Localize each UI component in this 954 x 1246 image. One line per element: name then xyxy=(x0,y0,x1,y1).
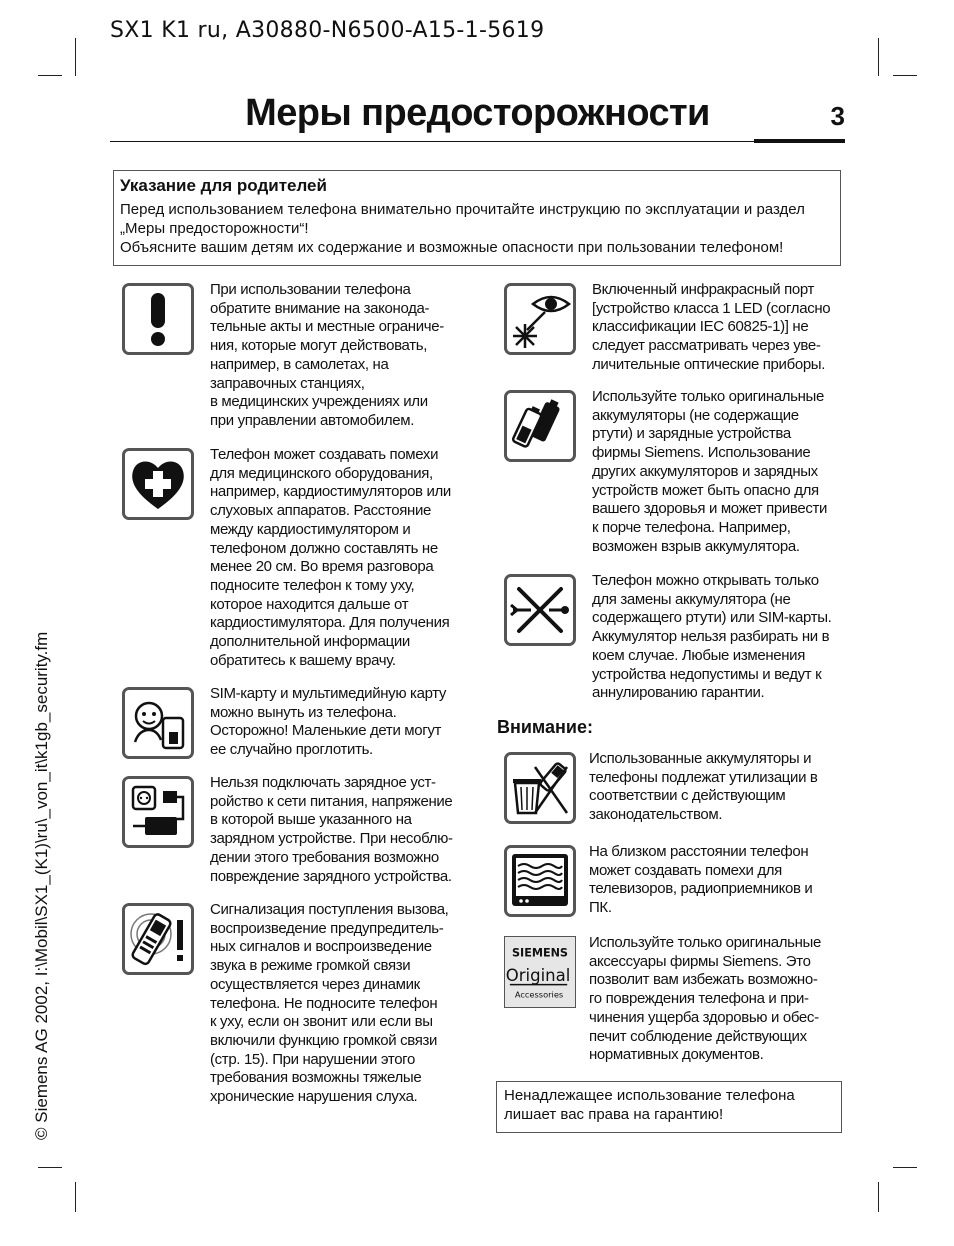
crop-mark xyxy=(878,38,879,76)
header-rule xyxy=(110,141,754,142)
caution-item-text: На близком расстоянии телефон может создавать помехи для телевизоров, радиоприемников и ПК. xyxy=(589,843,813,917)
crop-mark xyxy=(878,1182,879,1212)
page-number: 3 xyxy=(830,101,845,131)
parents-note-line: Перед использованием телефона внимательно прочитайте инструкцию по эксплуатации и раздел xyxy=(120,201,805,218)
crop-mark xyxy=(893,75,917,76)
safety-item-text: При использовании телефона обратите внимание на законода- тельные акты и местные ограниче- ния, которые могут действовать, например, в самолетах, на заправочных станциях, в медицинских учреждениях или при управлении автомобилем. xyxy=(210,281,444,429)
warranty-note-box xyxy=(496,1081,842,1133)
caution-item-text: Использованные аккумуляторы и телефоны подлежат утилизации в соответствии с действующим законодательством. xyxy=(589,750,818,824)
crop-mark xyxy=(38,1167,62,1168)
charger-socket-icon xyxy=(122,776,194,848)
svg-text:Original: Original xyxy=(505,965,571,985)
no-trash-battery-icon xyxy=(504,752,576,824)
no-tools-icon xyxy=(504,574,576,646)
crop-mark xyxy=(75,38,76,76)
parents-note-line: „Меры предосторожности“! xyxy=(120,220,309,237)
parents-note-box xyxy=(113,170,841,266)
safety-item-text: Телефон можно открывать только для замены аккумулятора (не содержащего ртути) или SIM-карты. Аккумулятор нельзя разбирать ни в коем случае. Любые изменения устройства недопустимы и ведут к аннулированию гарантии. xyxy=(592,572,832,702)
file-path-copyright: © Siemens AG 2002, I:\Mobil\SX1_(K1)\ru\_von_it\k1gb_security.fm xyxy=(32,631,51,1140)
safety-item-text: Телефон может создавать помехи для медицинского оборудования, например, кардиостимуляторов или слуховых аппаратов. Расстояние между кардиостимулятором и телефоном должно составлять не менее 20 см. Во время разговора подносите телефон к тому уху, которое находится дальше от кардиостимулятора. Для получения дополнительной информации обратитесь к вашему врачу. xyxy=(210,446,451,669)
svg-text:SIEMENS: SIEMENS xyxy=(512,946,568,960)
caution-heading: Внимание: xyxy=(497,717,593,737)
document-id: SX1 K1 ru, A30880-N6500-A15-1-5619 xyxy=(110,18,545,43)
heart-cross-icon xyxy=(122,448,194,520)
loud-phone-icon xyxy=(122,903,194,975)
crop-mark xyxy=(38,75,62,76)
warranty-note-line: Ненадлежащее использование телефона xyxy=(504,1087,795,1104)
header-rule-thick xyxy=(754,139,845,143)
exclamation-icon xyxy=(122,283,194,355)
batteries-icon xyxy=(504,390,576,462)
page-title: Меры предосторожности xyxy=(245,92,710,134)
infrared-eye-icon xyxy=(504,283,576,355)
caution-item-text: Используйте только оригинальные аксессуары фирмы Siemens. Это позволит вам избежать возможно- го повреждения телефона и при- чинения ущерба здоровью и обес- печит соблюдение действующих нормативных документов. xyxy=(589,934,821,1064)
crop-mark xyxy=(75,1182,76,1212)
safety-item-text: Сигнализация поступления вызова, воспроизведение предупредитель- ных сигналов и воспроизведение звука в режиме громкой связи осуществляется через динамик телефона. Не подносите телефон к уху, если он звонит или если вы включили функцию громкой связи (стр. 15). При нарушении этого требования возможны тяжелые хронические нарушения слуха. xyxy=(210,901,449,1106)
parents-note-heading: Указание для родителей xyxy=(120,176,327,195)
crop-mark xyxy=(893,1167,917,1168)
warranty-note-line: лишает вас права на гарантию! xyxy=(504,1106,724,1123)
safety-item-text: SIM-карту и мультимедийную карту можно вынуть из телефона. Осторожно! Маленькие дети могут ее случайно проглотить. xyxy=(210,685,447,759)
baby-sim-card-icon xyxy=(122,687,194,759)
svg-text:Accessories: Accessories xyxy=(514,989,564,1000)
safety-item-text: Нельзя подключать зарядное уст- ройство к сети питания, напряжение в которой выше указанного на зарядном устройстве. При несоблю- дении этого требования возможно повреждение зарядного устройства. xyxy=(210,774,453,885)
safety-item-text: Используйте только оригинальные аккумуляторы (не содержащие ртути) и зарядные устройства фирмы Siemens. Использование других аккумуляторов и зарядных устройств может быть опасно для вашего здоровья и может привести к порче телефона. Например, возможен взрыв аккумулятора. xyxy=(592,388,828,555)
safety-item-text: Включенный инфракрасный порт [устройство класса 1 LED (согласно классификации IEC 60825-1)] не следует рассматривать через уве- личительные оптические приборы. xyxy=(592,281,831,373)
parents-note-line: Объясните вашим детям их содержание и возможные опасности при пользовании телефоном! xyxy=(120,239,784,256)
tv-interference-icon xyxy=(504,845,576,917)
siemens-original-accessories-logo xyxy=(504,936,576,1008)
